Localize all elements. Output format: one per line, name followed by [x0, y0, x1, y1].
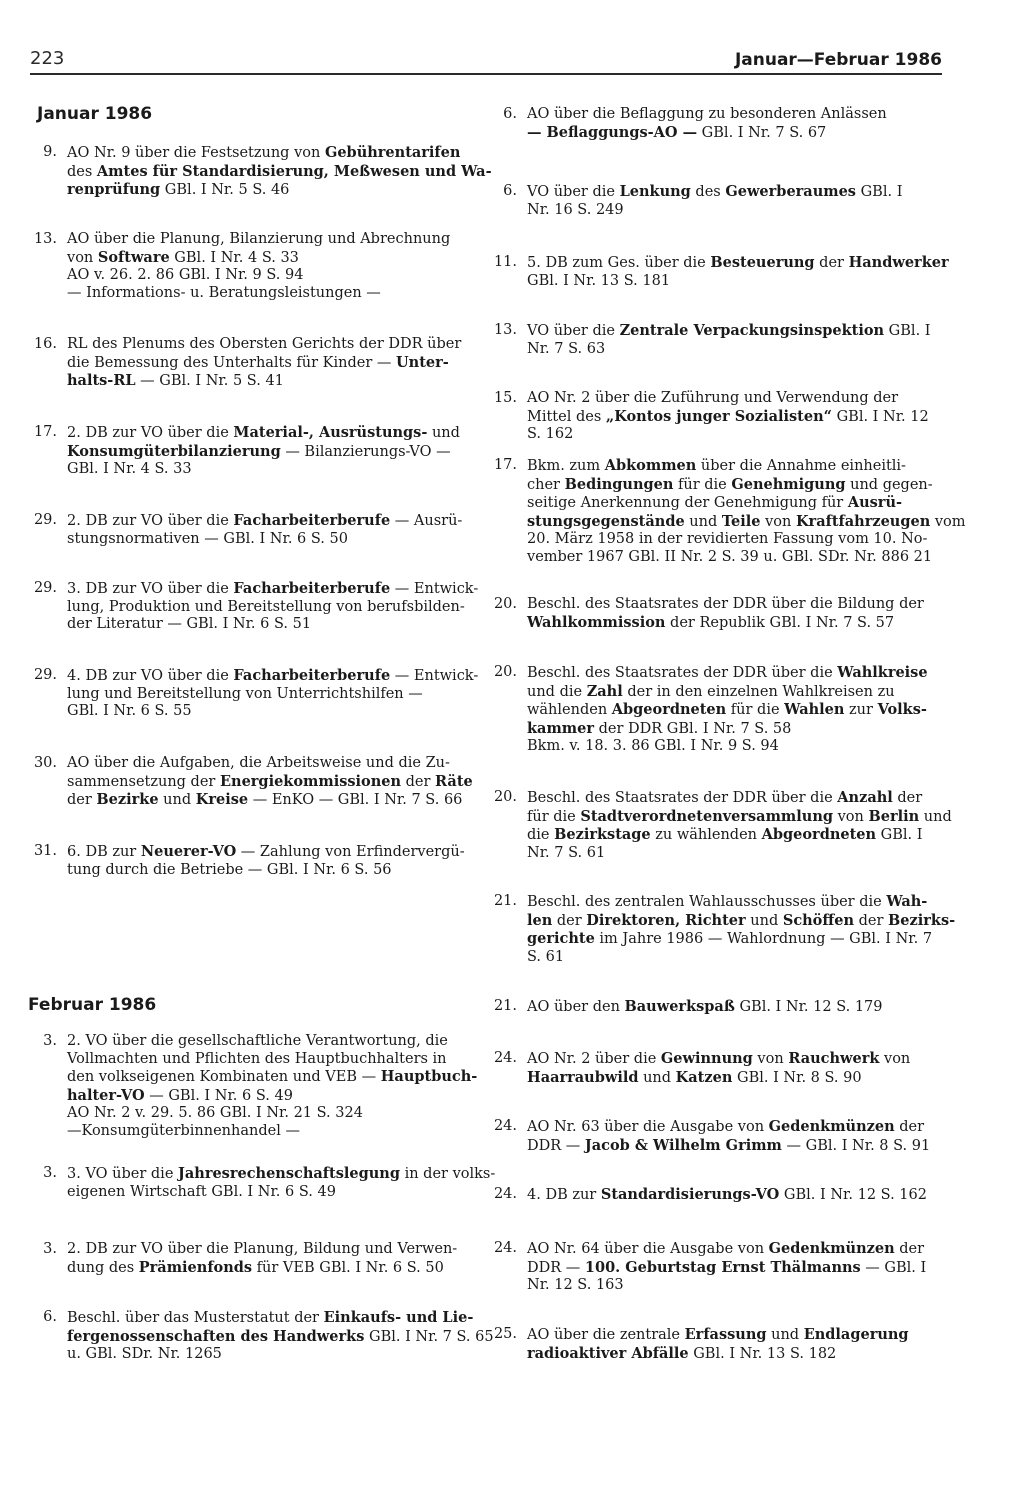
entry-text-line: und die Zahl der in den einzelnen Wahlkreisen zu — [527, 682, 895, 700]
entry-text-line: stungsnormativen — GBl. I Nr. 6 S. 50 — [67, 530, 348, 547]
entry-text-line: DDR — 100. Geburtstag Ernst Thälmanns — GBl. I — [527, 1258, 927, 1276]
entry-day-number: 17. — [493, 457, 517, 473]
entry-day-number: 24. — [493, 1240, 517, 1256]
entry-text-line: halter-VO — GBl. I Nr. 6 S. 49 — [67, 1086, 293, 1104]
entry-text-line: S. 162 — [527, 426, 574, 442]
gazette-entry — [493, 1240, 937, 1295]
entry-text-line: Beschl. des Staatsrates der DDR über die Anzahl der — [527, 789, 923, 806]
entry-day-number: 16. — [33, 336, 57, 352]
entry-text-line: 4. DB zur VO über die Facharbeiterberufe — Entwick- — [67, 667, 479, 684]
running-title: Januar—Februar 1986 — [734, 50, 942, 70]
entry-text-line: VO über die Zentrale Verpackungsinspektion GBl. I — [527, 322, 931, 339]
entry-text-line: AO über die Aufgaben, die Arbeitsweise und die Zu- — [67, 755, 450, 771]
entry-day-number: 15. — [493, 390, 517, 406]
entry-text-line: GBl. I Nr. 6 S. 55 — [67, 703, 192, 719]
entry-text-line: eigenen Wirtschaft GBl. I Nr. 6 S. 49 — [67, 1183, 336, 1200]
gazette-entry — [33, 843, 475, 879]
entry-text-line: GBl. I Nr. 13 S. 181 — [527, 272, 671, 289]
entry-text-line: Nr. 7 S. 61 — [527, 844, 606, 861]
entry-text-line: radioaktiver Abfälle GBl. I Nr. 13 S. 182 — [527, 1344, 837, 1362]
entry-day-number: 11. — [493, 254, 517, 270]
entry-text-line: renprüfung GBl. I Nr. 5 S. 46 — [67, 181, 290, 198]
entry-text-line: fergenossenschaften des Handwerks GBl. I Nr. 7 S. 65 — [67, 1327, 494, 1345]
entry-day-number: 20. — [493, 664, 517, 680]
entry-text-line: sammensetzung der Energiekommissionen der Räte — [67, 772, 473, 790]
gazette-entry — [493, 1118, 937, 1155]
entry-text-line: von Software GBl. I Nr. 4 S. 33 — [67, 248, 299, 266]
entry-day-number: 6. — [503, 183, 517, 199]
entry-day-number: 3. — [43, 1033, 57, 1049]
entry-text-line: Mittel des „Kontos junger Sozialisten“ GBl. I Nr. 12 — [527, 407, 929, 425]
entry-text-line: Nr. 7 S. 63 — [527, 340, 606, 357]
entry-text-line: AO Nr. 64 über die Ausgabe von Gedenkmünzen der — [527, 1240, 925, 1257]
gazette-entry — [493, 1186, 937, 1205]
entry-text-line: Beschl. des Staatsrates der DDR über die Bildung der — [527, 596, 924, 612]
entry-text-line: Bkm. v. 18. 3. 86 GBl. I Nr. 9 S. 94 — [527, 738, 779, 754]
entry-text-line: 2. DB zur VO über die Facharbeiterberufe — Ausrü- — [67, 512, 463, 529]
entry-day-number: 6. — [503, 106, 517, 122]
entry-day-number: 13. — [33, 231, 57, 247]
entry-text-line: seitige Anerkennung der Genehmigung für Ausrü- — [527, 494, 902, 511]
entry-text-line: AO über den Bauwerkspaß GBl. I Nr. 12 S. 179 — [527, 998, 883, 1015]
page-number: 223 — [30, 48, 65, 69]
entry-text-line: — Beflaggungs-AO — GBl. I Nr. 7 S. 67 — [527, 123, 827, 141]
entry-day-number: 13. — [493, 322, 517, 338]
gazette-entry — [43, 1033, 478, 1140]
entry-text-line: des Amtes für Standardisierung, Meßwesen und Wa- — [67, 162, 492, 180]
entry-text-line: kammer der DDR GBl. I Nr. 7 S. 58 — [527, 719, 792, 737]
entry-text-line: AO Nr. 2 über die Zuführung und Verwendung der — [527, 390, 899, 406]
gazette-entry — [503, 106, 937, 142]
entry-day-number: 29. — [33, 512, 57, 528]
section-title-februar: Februar 1986 — [28, 995, 157, 1015]
entry-text-line: Wahlkommission der Republik GBl. I Nr. 7 S. 57 — [527, 613, 895, 631]
gazette-entry — [493, 596, 937, 632]
gazette-entry — [43, 144, 492, 200]
entry-day-number: 21. — [493, 998, 517, 1014]
gazette-entry — [493, 457, 966, 566]
entry-day-number: 29. — [33, 667, 57, 683]
gazette-entry — [493, 1326, 937, 1363]
header-rule — [30, 73, 942, 75]
entry-text-line: Nr. 12 S. 163 — [527, 1277, 624, 1293]
entry-day-number: 9. — [43, 144, 57, 160]
entry-text-line: Bkm. zum Abkommen über die Annahme einheitli- — [527, 457, 906, 474]
entry-text-line: wählenden Abgeordneten für die Wahlen zur Volks- — [527, 701, 927, 718]
entry-text-line: die Bemessung des Unterhalts für Kinder — Unter- — [67, 353, 449, 371]
entry-text-line: 2. DB zur VO über die Material-, Ausrüstungs- und — [67, 424, 460, 441]
gazette-entry — [33, 755, 475, 810]
gazette-entry — [43, 1241, 475, 1277]
entry-text-line: 2. VO über die gesellschaftliche Verantwortung, die — [67, 1033, 448, 1049]
entry-day-number: 21. — [493, 893, 517, 909]
entry-text-line: vember 1967 GBl. II Nr. 2 S. 39 u. GBl. SDr. Nr. 886 21 — [527, 548, 933, 565]
entry-text-line: 2. DB zur VO über die Planung, Bildung und Verwen- — [67, 1241, 458, 1257]
gazette-entry — [493, 1050, 937, 1087]
entry-text-line: Konsumgüterbilanzierung — Bilanzierungs-VO — — [67, 442, 451, 460]
entry-day-number: 3. — [43, 1241, 57, 1257]
entry-text-line: AO Nr. 2 v. 29. 5. 86 GBl. I Nr. 21 S. 324 — [67, 1105, 363, 1121]
entry-day-number: 24. — [493, 1186, 517, 1202]
entry-day-number: 25. — [493, 1326, 517, 1342]
entry-day-number: 24. — [493, 1118, 517, 1134]
entry-day-number: 30. — [33, 755, 57, 771]
entry-text-line: Beschl. des Staatsrates der DDR über die Wahlkreise — [527, 664, 928, 681]
entry-day-number: 17. — [33, 424, 57, 440]
entry-text-line: dung des Prämienfonds für VEB GBl. I Nr. 6 S. 50 — [67, 1258, 444, 1276]
gazette-entry — [33, 667, 479, 721]
gazette-entry — [43, 1309, 494, 1364]
entry-day-number: 31. — [33, 843, 57, 859]
gazette-entry — [33, 580, 479, 634]
entry-text-line: AO über die Planung, Bilanzierung und Abrechnung — [67, 231, 451, 247]
entry-text-line: lung, Produktion und Bereitstellung von berufsbilden- — [67, 598, 465, 615]
entry-text-line: Beschl. des zentralen Wahlausschusses über die Wah- — [527, 893, 928, 910]
entry-text-line: der Literatur — GBl. I Nr. 6 S. 51 — [67, 616, 312, 632]
gazette-entry — [43, 1165, 496, 1201]
section-title-januar: Januar 1986 — [37, 104, 153, 124]
gazette-entry — [33, 424, 475, 479]
gazette-entry — [503, 183, 937, 219]
entry-text-line: Haarraubwild und Katzen GBl. I Nr. 8 S. 90 — [527, 1068, 862, 1086]
entry-day-number: 3. — [43, 1165, 57, 1181]
entry-text-line: Nr. 16 S. 249 — [527, 201, 624, 218]
entry-text-line: S. 61 — [527, 948, 565, 965]
gazette-entry — [493, 998, 937, 1017]
entry-text-line: AO Nr. 63 über die Ausgabe von Gedenkmünzen der — [527, 1118, 925, 1135]
entry-text-line: RL des Plenums des Obersten Gerichts der DDR über — [67, 336, 462, 352]
gazette-entry — [493, 254, 949, 290]
entry-text-line: der Bezirke und Kreise — EnKO — GBl. I Nr. 7 S. 66 — [67, 791, 463, 808]
entry-text-line: für die Stadtverordnetenversammlung von Berlin und — [527, 807, 952, 825]
entry-text-line: AO Nr. 9 über die Festsetzung von Gebührentarifen — [67, 144, 461, 161]
gazette-entry — [33, 231, 475, 302]
entry-text-line: tung durch die Betriebe — GBl. I Nr. 6 S. 56 — [67, 861, 392, 878]
entry-text-line: AO Nr. 2 über die Gewinnung von Rauchwerk von — [527, 1050, 911, 1067]
gazette-entry — [493, 789, 952, 862]
gazette-entry — [493, 390, 937, 444]
entry-text-line: AO über die zentrale Erfassung und Endlagerung — [527, 1326, 909, 1343]
entry-text-line: 3. VO über die Jahresrechenschaftslegung in der volks- — [67, 1165, 496, 1182]
entry-text-line: 5. DB zum Ges. über die Besteuerung der Handwerker — [527, 254, 949, 271]
entry-day-number: 29. — [33, 580, 57, 596]
gazette-entry — [33, 512, 475, 548]
entry-day-number: 20. — [493, 596, 517, 612]
entry-text-line: — Informations- u. Beratungsleistungen — — [67, 284, 381, 301]
entry-text-line: 3. DB zur VO über die Facharbeiterberufe — Entwick- — [67, 580, 479, 597]
gazette-entry — [493, 664, 937, 756]
page-header — [30, 45, 942, 85]
entry-text-line: AO v. 26. 2. 86 GBl. I Nr. 9 S. 94 — [67, 267, 304, 283]
entry-text-line: Beschl. über das Musterstatut der Einkaufs- und Lie- — [67, 1309, 474, 1326]
entry-text-line: VO über die Lenkung des Gewerberaumes GBl. I — [527, 183, 903, 200]
entry-text-line: stungsgegenstände und Teile von Kraftfahrzeugen vom — [527, 512, 966, 530]
entry-text-line: 20. März 1958 in der revidierten Fassung vom 10. No- — [527, 531, 928, 547]
entry-text-line: len der Direktoren, Richter und Schöffen der Bezirks- — [527, 911, 956, 929]
gazette-entry — [493, 893, 956, 966]
entry-text-line: gerichte im Jahre 1986 — Wahlordnung — GBl. I Nr. 7 — [527, 930, 933, 947]
entry-text-line: den volkseigenen Kombinaten und VEB — Hauptbuch- — [67, 1068, 478, 1085]
entry-text-line: GBl. I Nr. 4 S. 33 — [67, 461, 192, 477]
entry-text-line: cher Bedingungen für die Genehmigung und gegen- — [527, 475, 933, 493]
entry-text-line: DDR — Jacob & Wilhelm Grimm — GBl. I Nr. 8 S. 91 — [527, 1136, 931, 1154]
entry-day-number: 6. — [43, 1309, 57, 1325]
entry-day-number: 20. — [493, 789, 517, 805]
entry-text-line: AO über die Beflaggung zu besonderen Anlässen — [527, 106, 887, 122]
entry-text-line: die Bezirkstage zu wählenden Abgeordneten GBl. I — [527, 826, 923, 843]
entry-text-line: 6. DB zur Neuerer-VO — Zahlung von Erfindervergü- — [67, 843, 465, 860]
entry-text-line: Vollmachten und Pflichten des Hauptbuchhalters in — [67, 1050, 447, 1067]
entry-text-line: —Konsumgüterbinnenhandel — — [67, 1122, 300, 1139]
gazette-entry — [33, 336, 475, 391]
entry-day-number: 24. — [493, 1050, 517, 1066]
entry-text-line: lung und Bereitstellung von Unterrichtshilfen — — [67, 685, 423, 702]
entry-text-line: 4. DB zur Standardisierungs-VO GBl. I Nr. 12 S. 162 — [527, 1186, 927, 1203]
gazette-entry — [493, 322, 937, 358]
entry-text-line: u. GBl. SDr. Nr. 1265 — [67, 1346, 222, 1362]
entry-text-line: halts-RL — GBl. I Nr. 5 S. 41 — [67, 372, 284, 389]
